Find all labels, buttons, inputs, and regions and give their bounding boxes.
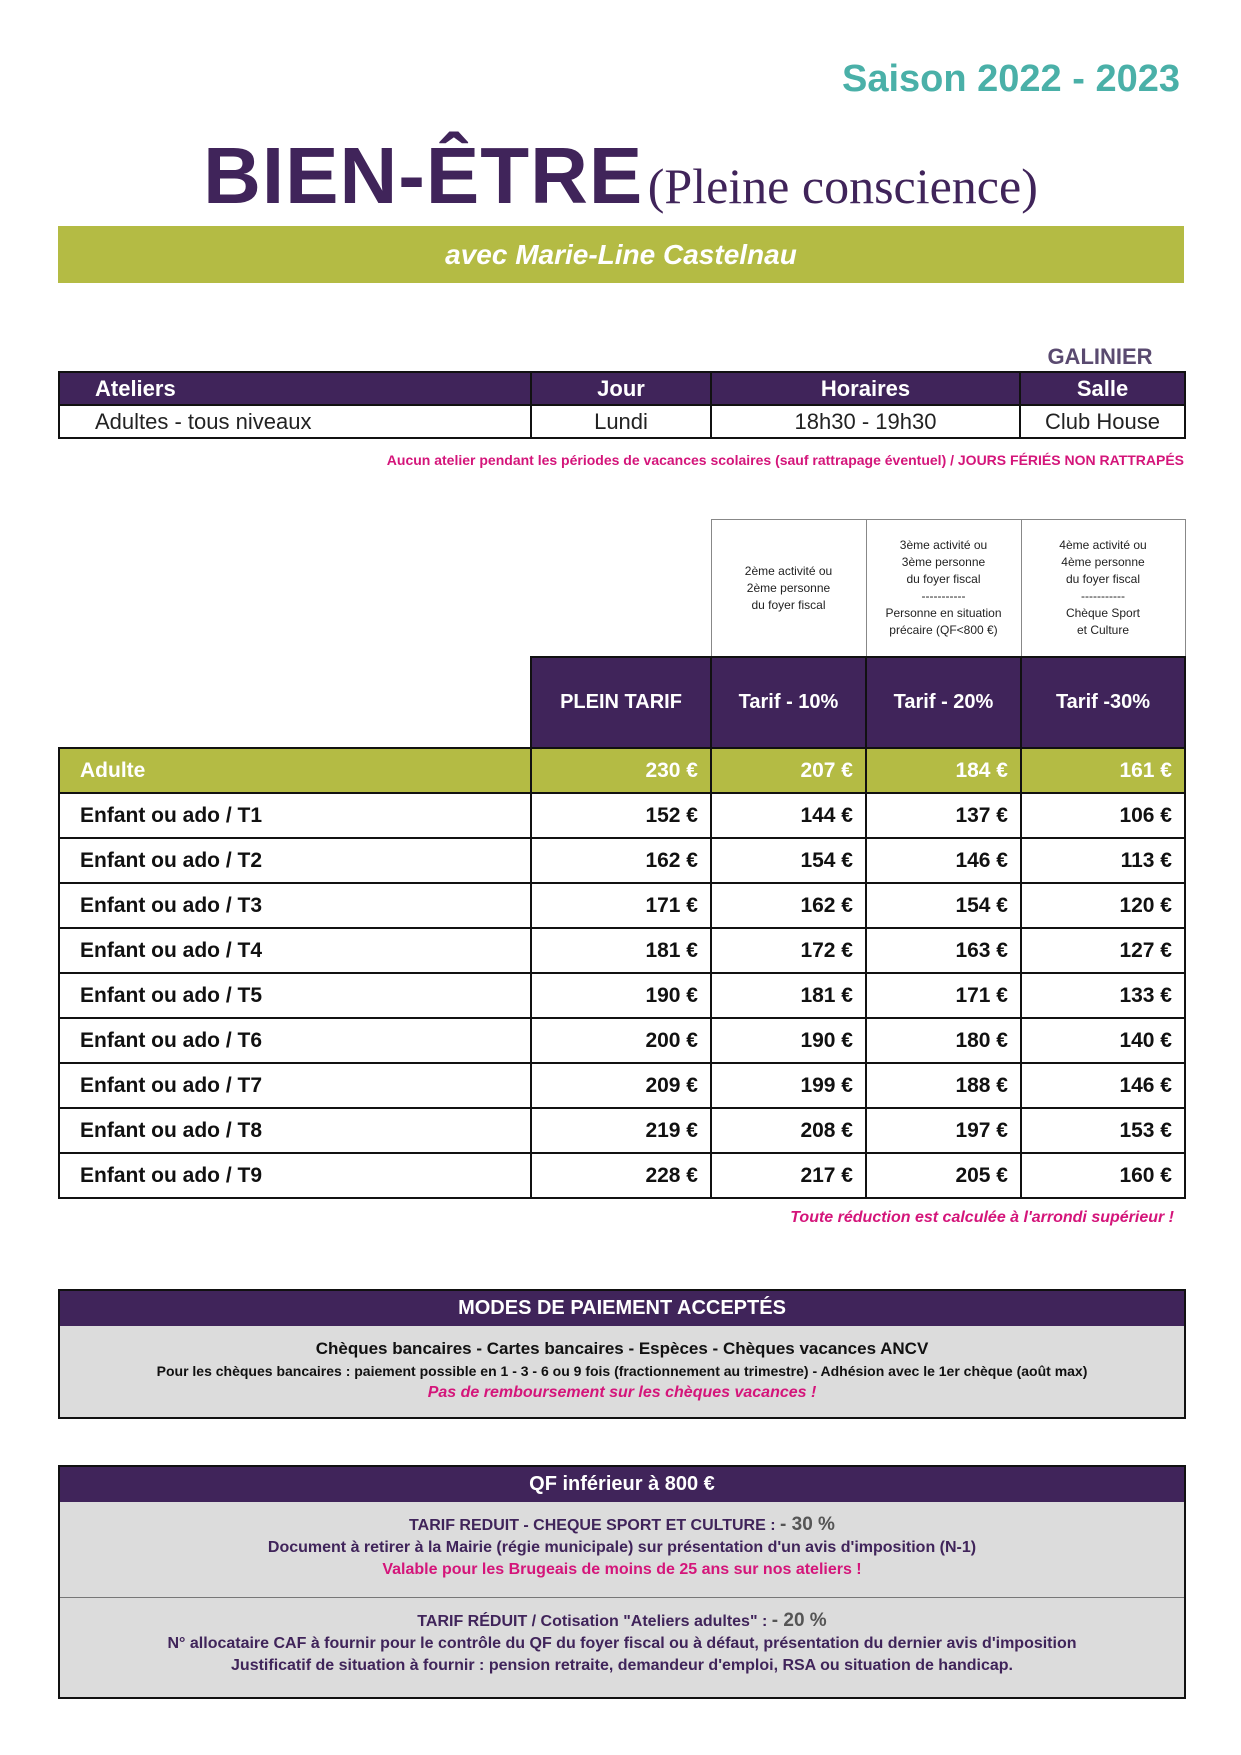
rounding-notice: Toute réduction est calculée à l'arrondi supérieur !: [790, 1209, 1174, 1226]
table-row: [59, 1063, 1185, 1108]
page-title: [0, 130, 1241, 222]
price-cell: 162 €: [711, 883, 866, 928]
schedule-salle: Club House: [1020, 405, 1185, 438]
price-cell: 162 €: [531, 838, 711, 883]
price-cell: 190 €: [711, 1018, 866, 1063]
header-tarif-30: Tarif -30%: [1021, 657, 1185, 748]
row-label: Enfant ou ado / T3: [59, 883, 531, 928]
price-cell: 146 €: [866, 838, 1021, 883]
price-cell: 171 €: [531, 883, 711, 928]
price-cell: 171 €: [866, 973, 1021, 1018]
price-cell: 160 €: [1021, 1153, 1185, 1198]
table-row: [59, 748, 1185, 793]
qf-sec1-line2: Valable pour les Brugeais de moins de 25 ans sur nos ateliers !: [382, 1561, 862, 1578]
qf-section-sport-culture: [60, 1502, 1184, 1598]
price-cell: 127 €: [1021, 928, 1185, 973]
price-cell: 207 €: [711, 748, 866, 793]
price-cell: 172 €: [711, 928, 866, 973]
price-cell: 230 €: [531, 748, 711, 793]
table-row: [59, 928, 1185, 973]
qf-sec1-pct: - 30 %: [780, 1514, 835, 1535]
price-cell: 217 €: [711, 1153, 866, 1198]
payment-methods: Chèques bancaires - Cartes bancaires - Espèces - Chèques vacances ANCV: [315, 1339, 929, 1358]
price-cell: 199 €: [711, 1063, 866, 1108]
row-label: Enfant ou ado / T1: [59, 793, 531, 838]
price-cell: 113 €: [1021, 838, 1185, 883]
qf-sec2-pct: - 20 %: [771, 1610, 827, 1631]
price-cell: 197 €: [866, 1108, 1021, 1153]
price-cell: 120 €: [1021, 883, 1185, 928]
price-cell: 152 €: [531, 793, 711, 838]
price-cell: 140 €: [1021, 1018, 1185, 1063]
price-cell: 163 €: [866, 928, 1021, 973]
row-label: Adulte: [59, 748, 531, 793]
location-label: GALINIER: [1047, 344, 1153, 369]
schedule-header-jour: Jour: [531, 372, 711, 405]
header-plein-tarif: PLEIN TARIF: [531, 657, 711, 748]
schedule-header-salle: Salle: [1020, 372, 1185, 405]
price-cell: 137 €: [866, 793, 1021, 838]
table-row: [59, 793, 1185, 838]
instructor-banner: avec Marie-Line Castelnau: [58, 226, 1184, 283]
row-label: Enfant ou ado / T2: [59, 838, 531, 883]
payment-box: [58, 1289, 1186, 1419]
price-table: [58, 519, 1186, 1199]
qf-sec2-title: TARIF RÉDUIT / Cotisation "Ateliers adultes" :: [417, 1613, 768, 1630]
schedule-atelier: Adultes - tous niveaux: [59, 405, 531, 438]
payment-header: MODES DE PAIEMENT ACCEPTÉS: [60, 1291, 1184, 1326]
price-cell: 190 €: [531, 973, 711, 1018]
schedule-horaires: 18h30 - 19h30: [711, 405, 1020, 438]
price-cell: 146 €: [1021, 1063, 1185, 1108]
table-row: [59, 1153, 1185, 1198]
payment-installments: Pour les chèques bancaires : paiement possible en 1 - 3 - 6 ou 9 fois (fractionnement au trimestre) - Adhésion avec le 1er chèque (août max): [156, 1363, 1088, 1379]
header-tarif-20: Tarif - 20%: [866, 657, 1021, 748]
tariff-note-30: 4ème activité ou 4ème personne du foyer fiscal ----------- Chèque Sport et Culture: [1021, 520, 1185, 658]
qf-sec1-line1: Document à retirer à la Mairie (régie municipale) sur présentation d'un avis d'imposition (N-1): [267, 1539, 977, 1556]
price-cell: 153 €: [1021, 1108, 1185, 1153]
table-row: [59, 1018, 1185, 1063]
price-cell: 161 €: [1021, 748, 1185, 793]
price-cell: 144 €: [711, 793, 866, 838]
qf-sec1-title: TARIF REDUIT - CHEQUE SPORT ET CULTURE :: [409, 1517, 776, 1534]
title-main: BIEN-ÊTRE: [203, 131, 644, 220]
qf-header: QF inférieur à 800 €: [60, 1467, 1184, 1502]
row-label: Enfant ou ado / T6: [59, 1018, 531, 1063]
qf-sec2-line1: N° allocataire CAF à fournir pour le contrôle du QF du foyer fiscal ou à défaut, présentation du dernier avis d'imposition: [167, 1635, 1077, 1652]
price-cell: 188 €: [866, 1063, 1021, 1108]
qf-section-adults: [60, 1598, 1184, 1677]
table-row: [59, 973, 1185, 1018]
schedule-table: [58, 371, 1186, 439]
tariff-note-20: 3ème activité ou 3ème personne du foyer fiscal ----------- Personne en situation précaire (QF<800 €): [866, 520, 1021, 658]
schedule-jour: Lundi: [531, 405, 711, 438]
price-cell: 154 €: [711, 838, 866, 883]
row-label: Enfant ou ado / T7: [59, 1063, 531, 1108]
price-cell: 184 €: [866, 748, 1021, 793]
price-cell: 181 €: [711, 973, 866, 1018]
price-cell: 208 €: [711, 1108, 866, 1153]
table-row: [59, 838, 1185, 883]
payment-warning: Pas de remboursement sur les chèques vacances !: [427, 1384, 817, 1401]
row-label: Enfant ou ado / T8: [59, 1108, 531, 1153]
schedule-header-ateliers: Ateliers: [59, 372, 531, 405]
table-row: [59, 1108, 1185, 1153]
price-cell: 209 €: [531, 1063, 711, 1108]
price-cell: 154 €: [866, 883, 1021, 928]
table-row: [59, 883, 1185, 928]
qf-box: [58, 1465, 1186, 1699]
price-cell: 181 €: [531, 928, 711, 973]
tariff-note-10: 2ème activité ou 2ème personne du foyer fiscal: [711, 520, 866, 658]
schedule-header-horaires: Horaires: [711, 372, 1020, 405]
price-cell: 219 €: [531, 1108, 711, 1153]
header-tarif-10: Tarif - 10%: [711, 657, 866, 748]
price-cell: 200 €: [531, 1018, 711, 1063]
qf-sec2-line2: Justificatif de situation à fournir : pension retraite, demandeur d'emploi, RSA ou situation de handicap.: [231, 1657, 1013, 1674]
row-label: Enfant ou ado / T4: [59, 928, 531, 973]
season-label: Saison 2022 - 2023: [842, 58, 1180, 100]
price-cell: 228 €: [531, 1153, 711, 1198]
price-cell: 180 €: [866, 1018, 1021, 1063]
row-label: Enfant ou ado / T9: [59, 1153, 531, 1198]
title-sub: (Pleine conscience): [647, 158, 1038, 214]
price-cell: 205 €: [866, 1153, 1021, 1198]
holiday-notice: Aucun atelier pendant les périodes de vacances scolaires (sauf rattrapage éventuel) / JOURS FÉRIÉS NON RATTRAPÉS: [386, 452, 1184, 468]
price-cell: 133 €: [1021, 973, 1185, 1018]
row-label: Enfant ou ado / T5: [59, 973, 531, 1018]
price-cell: 106 €: [1021, 793, 1185, 838]
